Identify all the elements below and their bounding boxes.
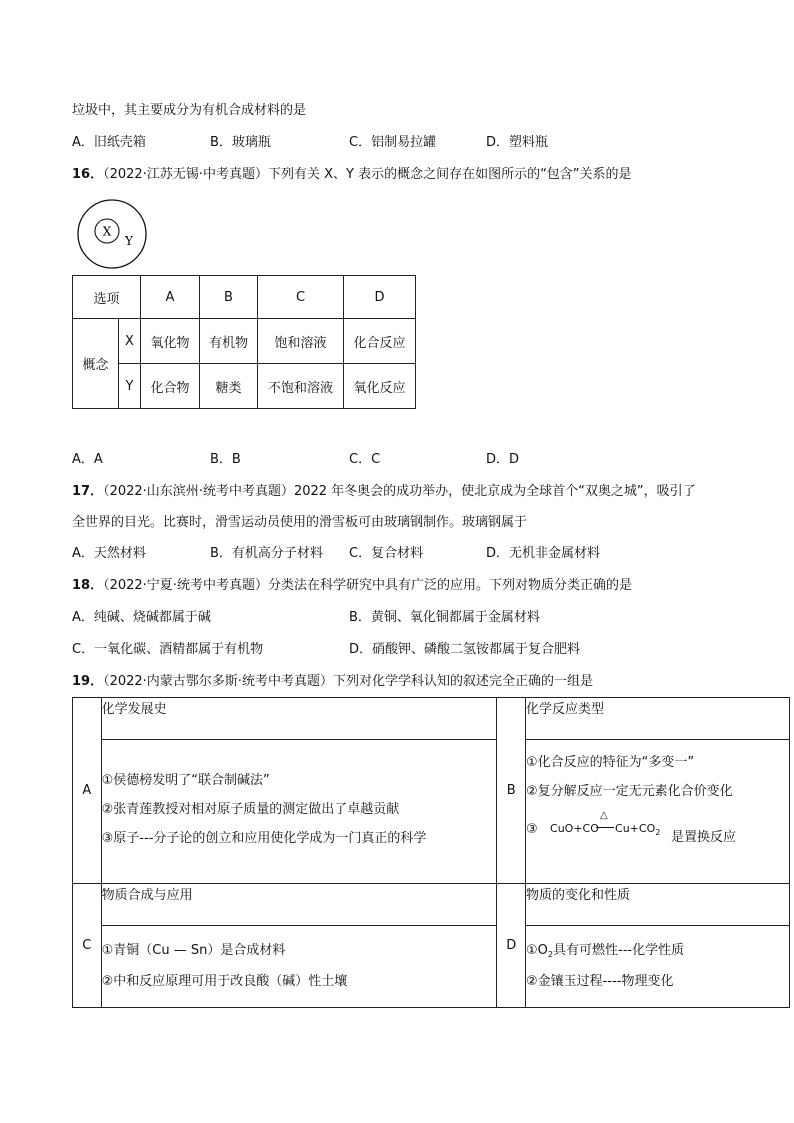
q19-b-body [526, 740, 790, 884]
q17-option-a[interactable]: A．天然材料 [72, 546, 146, 561]
table-row-label: 概念 [73, 319, 119, 409]
table-header-d: D [344, 276, 416, 319]
q19-d-item: ②金镶玉过程----物理变化 [526, 974, 674, 989]
q19-d-title: 物质的变化和性质 [526, 884, 790, 926]
venn-outer-circle [78, 200, 146, 268]
q18-text: 分类法在科学研究中具有广泛的应用。下列对物质分类正确的是 [267, 578, 632, 593]
q19-a-item: ①侯德榜发明了“联合制碱法” [101, 773, 270, 788]
q18-option-c[interactable]: C．一氧化碳、酒精都属于有机物 [72, 642, 264, 657]
q16-options-table [72, 275, 416, 409]
q16-option-c[interactable]: C．C [349, 452, 381, 467]
q17-option-d[interactable]: D．无机非金属材料 [486, 546, 601, 561]
q18-option-a[interactable]: A．纯碱、烧碱都属于碱 [72, 610, 211, 625]
q19-b-title: 化学反应类型 [526, 698, 790, 740]
q19-source: （2022·内蒙古鄂尔多斯·统考中考真题） [103, 674, 333, 689]
q16-stem [72, 168, 632, 181]
q19-number: 19． [72, 674, 104, 689]
q19-options-table [72, 697, 790, 1008]
q19-b-item: ②复分解反应一定无元素化合价变化 [526, 784, 733, 799]
q19-a-item: ③原子---分子论的创立和应用使化学成为一门真正的科学 [101, 831, 427, 846]
table-cell: 有机物 [200, 319, 258, 364]
q17-number: 17． [72, 484, 104, 499]
q16-option-d[interactable]: D．D [486, 452, 520, 467]
venn-label-y: Y [125, 234, 133, 248]
q15-option-a[interactable]: A．旧纸壳箱 [72, 135, 146, 150]
q19-letter-b[interactable]: B [497, 698, 526, 884]
q15-option-c[interactable]: C．铝制易拉罐 [349, 135, 437, 150]
q19-b-item: ①化合反应的特征为“多变一” [526, 755, 695, 770]
q19-b-item3-suffix: 是置换反应 [671, 830, 737, 845]
q19-b-item3-prefix: ③ [526, 822, 538, 837]
q18-option-b[interactable]: B．黄铜、氧化铜都属于金属材料 [349, 610, 540, 625]
q16-number: 16． [72, 167, 104, 182]
q17-stem-line1 [72, 485, 696, 498]
q19-a-body [101, 740, 497, 884]
table-cell: 不饱和溶液 [258, 364, 344, 409]
table-cell: 化合物 [141, 364, 200, 409]
q19-b-item-equation [526, 808, 789, 845]
q17-stem-line2: 全世界的目光。比赛时，滑雪运动员使用的滑雪板可由玻璃钢制作。玻璃钢属于 [72, 515, 528, 530]
table-header-c: C [258, 276, 344, 319]
q19-text: 下列对化学学科认知的叙述完全正确的一组是 [332, 674, 593, 689]
equation-reactants: CuO+CO [550, 822, 599, 835]
q19-d-item: $①O_2$具有可燃性---化学性质 [526, 943, 685, 959]
table-cell: 氧化反应 [344, 364, 416, 409]
table-cell: 化合反应 [344, 319, 416, 364]
q18-source: （2022·宁夏·统考中考真题） [103, 578, 268, 593]
q19-a-title: 化学发展史 [101, 698, 497, 740]
q15-option-d[interactable]: D．塑料瓶 [486, 135, 549, 150]
q18-number: 18． [72, 578, 104, 593]
table-header-option: 选项 [73, 276, 141, 319]
venn-diagram [76, 198, 148, 270]
q19-d-body [526, 926, 790, 1008]
q16-source: （2022·江苏无锡·中考真题） [103, 167, 268, 182]
equation-products: $Cu+CO_2$ [615, 822, 661, 837]
venn-label-x: X [102, 224, 112, 239]
q17-option-b[interactable]: B．有机高分子材料 [210, 546, 323, 561]
q19-letter-d[interactable]: D [497, 884, 526, 1008]
q15-option-b[interactable]: B．玻璃瓶 [210, 135, 271, 150]
q17-text-line1: 2022 年冬奥会的成功举办，使北京成为全球首个“双奥之城”，吸引了 [293, 484, 696, 499]
q16-text: 下列有关 X、Y 表示的概念之间存在如图所示的“包含”关系的是 [267, 167, 632, 182]
q19-c-item: ②中和反应原理可用于改良酸（碱）性土壤 [101, 974, 348, 989]
q18-stem [72, 579, 632, 592]
heat-condition-icon: △ [600, 810, 608, 821]
q17-option-c[interactable]: C．复合材料 [349, 546, 424, 561]
q19-a-item: ②张青莲教授对相对原子质量的测定做出了卓越贡献 [101, 802, 400, 817]
q16-option-b[interactable]: B．B [210, 452, 241, 467]
table-row-key-y: Y [119, 364, 141, 409]
q19-stem [72, 675, 593, 688]
table-header-b: B [200, 276, 258, 319]
q19-c-item: ①青铜（Cu — Sn）是合成材料 [101, 943, 286, 958]
table-cell: 氧化物 [141, 319, 200, 364]
equation-arrow [596, 827, 614, 828]
table-row-key-x: X [119, 319, 141, 364]
q17-source: （2022·山东滨州·统考中考真题） [103, 484, 294, 499]
question-15-stem-tail: 垃圾中，其主要成分为有机合成材料的是 [72, 103, 307, 118]
table-cell: 糖类 [200, 364, 258, 409]
q16-option-a[interactable]: A．A [72, 452, 103, 467]
q19-letter-c[interactable]: C [73, 884, 102, 1008]
q18-option-d[interactable]: D．硝酸钾、磷酸二氢铵都属于复合肥料 [349, 642, 581, 657]
q19-letter-a[interactable]: A [73, 698, 102, 884]
q19-c-title: 物质合成与应用 [101, 884, 497, 926]
table-cell: 饱和溶液 [258, 319, 344, 364]
table-header-a: A [141, 276, 200, 319]
q19-c-body [101, 926, 497, 1008]
